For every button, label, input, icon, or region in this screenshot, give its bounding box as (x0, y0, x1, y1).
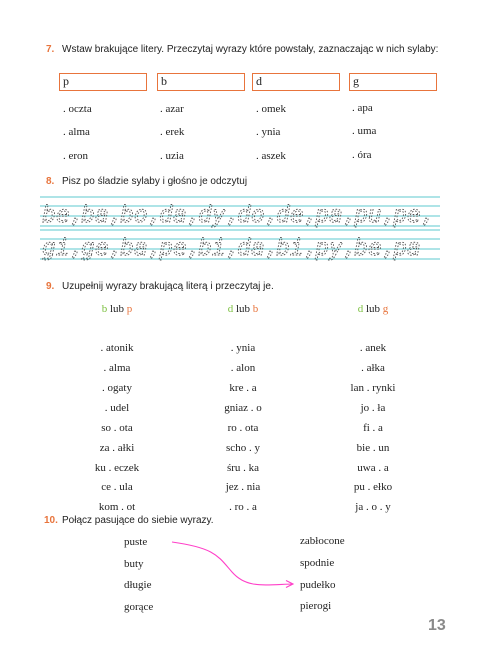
trace-syllable: da, (237, 235, 279, 261)
fill-word[interactable]: scho . y (226, 442, 260, 454)
fill-word[interactable]: ja . o . y (355, 501, 391, 513)
fill-word[interactable]: . ynia (256, 126, 281, 138)
fill-word[interactable]: lan . rynki (350, 382, 396, 394)
fill-word[interactable]: kom . ot (98, 501, 136, 513)
fill-word[interactable]: pu . ełko (353, 481, 393, 493)
trace-syllable: ba, (81, 202, 123, 228)
fill-word[interactable]: . erek (160, 126, 185, 138)
right-word-spodnie[interactable]: spodnie (300, 557, 335, 569)
fill-word[interactable]: . azar (160, 103, 184, 115)
task-10-number: 10. (44, 515, 58, 526)
fill-word[interactable]: . óra (352, 149, 372, 161)
task-7-instruction: Wstaw brakujące litery. Przeczytaj wyrazy które powstały, zaznaczając w nich sylaby: (62, 44, 439, 55)
fill-word[interactable]: so . ota (101, 422, 133, 434)
task-9-instruction: Uzupełnij wyrazy brakującą literą i przeczytaj je. (62, 281, 274, 292)
column-head-letter-a: b (101, 303, 108, 315)
fill-word[interactable]: bie . un (356, 442, 390, 454)
trace-syllable: dy, (198, 202, 240, 228)
task-8-instruction: Pisz po śladzie sylaby i głośno je odczytuj (62, 176, 248, 187)
fill-word[interactable]: . anek (359, 342, 387, 354)
column-head-lub: lub (109, 303, 125, 315)
fill-word[interactable]: jo . ła (360, 402, 386, 414)
fill-word[interactable]: jez . nia (225, 481, 261, 493)
fill-word[interactable]: . alon (230, 362, 256, 374)
trace-syllable: bi, (276, 235, 318, 261)
trace-syllable: be, (354, 235, 396, 261)
fill-word[interactable]: ro . ota (227, 422, 259, 434)
fill-word[interactable]: ku . eczek (94, 462, 140, 474)
trace-line-1 (42, 202, 435, 228)
fill-word[interactable]: ce . ula (101, 481, 133, 493)
trace-syllable: da, (159, 202, 201, 228)
fill-word[interactable]: . alma (103, 362, 131, 374)
column-head-letter-b: g (382, 303, 389, 315)
column-d-or-b (188, 303, 298, 315)
fill-word[interactable]: fi . a (363, 422, 383, 434)
right-word-zablocone[interactable]: zabłocone (300, 535, 345, 547)
fill-word[interactable]: . ynia (230, 342, 256, 354)
letter-box-b: b (157, 73, 245, 91)
column-head-letter-b: b (252, 303, 259, 315)
fill-word[interactable]: uwa . a (357, 462, 389, 474)
trace-syllable: be, (42, 202, 84, 228)
trace-syllable: py, (315, 235, 357, 261)
fill-word[interactable]: . uma (352, 125, 377, 137)
trace-syllable: ge, (81, 235, 123, 261)
column-head-letter-a: d (227, 303, 234, 315)
fill-word[interactable]: . apa (352, 102, 373, 114)
trace-syllable: pu, (354, 202, 396, 228)
column-head-letter-b: p (126, 303, 133, 315)
left-word-gorace[interactable]: gorące (124, 601, 154, 613)
column-head-lub: lub (365, 303, 381, 315)
trace-syllable: pe, (159, 235, 201, 261)
task-7-number: 7. (46, 44, 55, 55)
task-10 (0, 508, 484, 618)
fill-word[interactable]: śru . ka (226, 462, 260, 474)
page-number: 13 (428, 617, 446, 634)
fill-word[interactable]: . udel (104, 402, 130, 414)
fill-word[interactable]: . aszek (256, 150, 286, 162)
trace-syllable: do, (237, 202, 279, 228)
fill-word[interactable]: . alma (63, 126, 90, 138)
letter-box-p: p (59, 73, 147, 91)
column-head-lub: lub (235, 303, 251, 315)
column-d-or-g (318, 303, 428, 315)
fill-word[interactable]: . ro . a (229, 501, 257, 513)
trace-syllable: bo, (120, 202, 162, 228)
trace-syllable: ba, (120, 235, 162, 261)
trace-syllable: pa, (315, 202, 357, 228)
fill-word[interactable]: . eron (63, 150, 89, 162)
right-word-pierogi[interactable]: pierogi (300, 600, 332, 612)
letter-box-g: g (349, 73, 437, 91)
fill-word[interactable]: . uzia (160, 150, 184, 162)
fill-word[interactable]: . ogaty (102, 382, 132, 394)
letter-box-d: d (252, 73, 340, 91)
fill-word[interactable]: . oczta (63, 103, 92, 115)
fill-word[interactable]: gniaz . o (224, 402, 262, 414)
task-8-number: 8. (46, 176, 55, 187)
trace-line-2 (42, 235, 421, 261)
column-b-or-p (62, 303, 172, 315)
trace-syllable: pe, (393, 202, 435, 228)
trace-syllable: gi, (42, 235, 84, 261)
left-word-puste[interactable]: puste (124, 536, 148, 548)
trace-syllable: pa (393, 235, 421, 261)
left-word-buty[interactable]: buty (124, 558, 144, 570)
trace-syllable: bi, (198, 235, 240, 261)
fill-word[interactable]: . ałka (361, 362, 385, 374)
column-head-letter-a: d (357, 303, 364, 315)
trace-syllable: de, (276, 202, 318, 228)
task-10-instruction: Połącz pasujące do siebie wyrazy. (62, 515, 214, 526)
fill-word[interactable]: . atonik (100, 342, 134, 354)
right-word-pudelko[interactable]: pudełko (300, 579, 336, 591)
fill-word[interactable]: za . ałki (99, 442, 135, 454)
fill-word[interactable]: kre . a (229, 382, 257, 394)
fill-word[interactable]: . omek (256, 103, 286, 115)
task-9-number: 9. (46, 281, 55, 292)
left-word-dlugie[interactable]: długie (124, 579, 152, 591)
